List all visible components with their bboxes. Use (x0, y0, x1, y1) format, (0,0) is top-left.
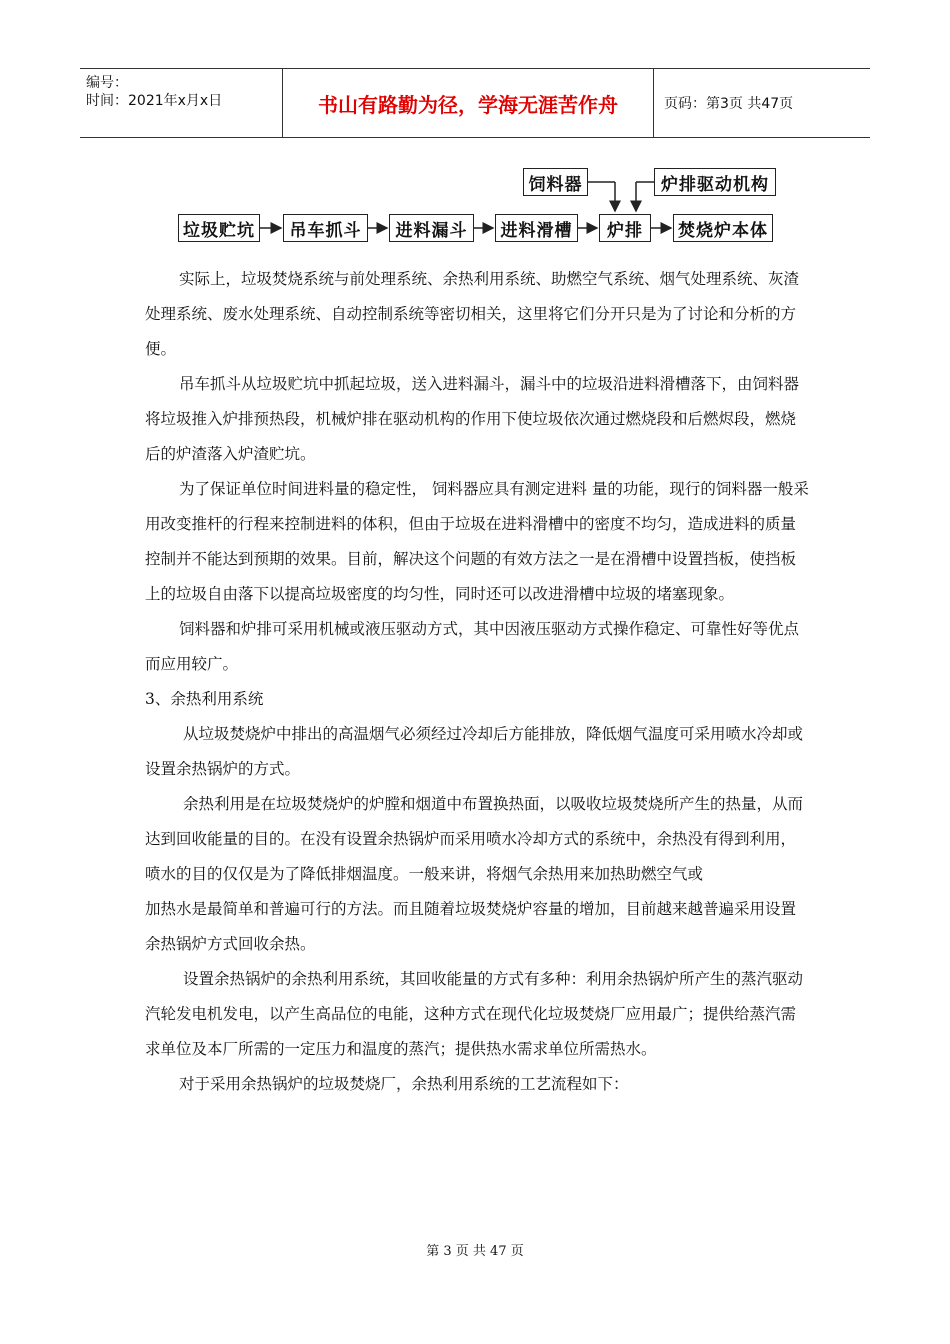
date-label: 时间：2021年x月x日 (86, 93, 223, 109)
paragraph: 为了保证单位时间进料量的稳定性， 饲料器应具有测定进料 量的功能，现行的饲料器一般采用改变推杆的行程来控制进料的体积，但由于垃圾在进料滑槽中的密度不均匀，造成进料的质量控制并不能达到预期的效果。目前，解决这个问题的有效方法之一是在滑槽中设置挡板，使挡板上的垃圾自由落下以提高垃圾密度的均匀性，同时还可以改进滑槽中垃圾的堵塞现象。 (145, 480, 809, 603)
box-feeder: 饲料器 (523, 168, 588, 196)
box-grate: 炉排 (599, 214, 651, 242)
number-label: 编号： (86, 75, 128, 91)
paragraph: 从垃圾焚烧炉中排出的高温烟气必须经过冷却后方能排放，降低烟气温度可采用喷水冷却或设置余热锅炉的方式。 (145, 725, 804, 778)
page-info: 页码：第3页 共47页 (664, 96, 794, 112)
paragraph: 吊车抓斗从垃圾贮坑中抓起垃圾，送入进料漏斗，漏斗中的垃圾沿进料滑槽落下，由饲料器将垃圾推入炉排预热段，机械炉排在驱动机构的作用下使垃圾依次通过燃烧段和后燃烬段，燃烧后的炉渣落入炉渣贮坑。 (145, 375, 800, 463)
paragraph: 对于采用余热锅炉的垃圾焚烧厂，余热利用系统的工艺流程如下： (179, 1075, 629, 1093)
document-body (145, 262, 810, 1102)
paragraph: 饲料器和炉排可采用机械或液压驱动方式，其中因液压驱动方式操作稳定、可靠性好等优点而应用较广。 (145, 620, 800, 673)
box-crane-grab: 吊车抓斗 (283, 214, 368, 242)
paragraph: 实际上，垃圾焚烧系统与前处理系统、余热利用系统、助燃空气系统、烟气处理系统、灰渣处理系统、废水处理系统、自动控制系统等密切相关，这里将它们分开只是为了讨论和分析的方便。 (145, 270, 800, 358)
box-feed-hopper: 进料漏斗 (389, 214, 474, 242)
motto: 书山有路勤为径，学海无涯苦作舟 (283, 69, 654, 137)
paragraph: 余热利用是在垃圾焚烧炉的炉膛和烟道中布置换热面，以吸收垃圾焚烧所产生的热量，从而达到回收能量的目的。在没有设置余热锅炉而采用喷水冷却方式的系统中，余热没有得到利用，喷水的目的仅仅是为了降低排烟温度。一般来讲，将烟气余热用来加热助燃空气或 (145, 795, 804, 883)
box-garbage-pit: 垃圾贮坑 (178, 214, 260, 242)
box-incinerator-body: 焚烧炉本体 (673, 214, 773, 242)
paragraph: 设置余热锅炉的余热利用系统，其回收能量的方式有多种：利用余热锅炉所产生的蒸汽驱动汽轮发电机发电，以产生高品位的电能，这种方式在现代化垃圾焚烧厂应用最广；提供给蒸汽需求单位及本厂所需的一定压力和温度的蒸汽；提供热水需求单位所需热水。 (145, 970, 804, 1058)
paragraph: 加热水是最简单和普遍可行的方法。而且随着垃圾焚烧炉容量的增加，目前越来越普遍采用设置余热锅炉方式回收余热。 (145, 900, 797, 953)
process-flow-diagram (178, 160, 778, 250)
box-feed-chute: 进料滑槽 (495, 214, 578, 242)
page-footer: 第 3 页 共 47 页 (426, 1244, 524, 1259)
box-grate-drive: 炉排驱动机构 (654, 168, 776, 196)
document-header (80, 68, 870, 138)
section-heading: 3、余热利用系统 (145, 690, 264, 708)
header-meta-cell (80, 69, 283, 137)
